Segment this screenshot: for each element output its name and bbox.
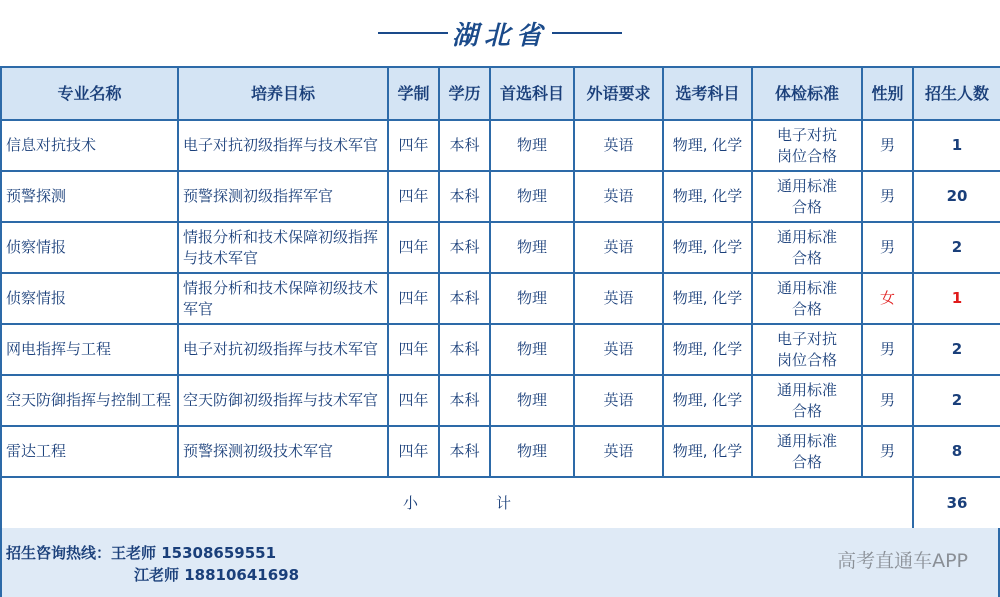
page-title: 湖北省 — [451, 20, 548, 51]
table-row — [1, 426, 1000, 477]
cell-degree: 本科 — [439, 273, 490, 324]
cell-goal: 电子对抗初级指挥与技术军官 — [178, 324, 388, 375]
cell-major: 雷达工程 — [1, 426, 178, 477]
header-years: 学制 — [388, 67, 439, 120]
cell-major: 网电指挥与工程 — [1, 324, 178, 375]
cell-health: 通用标准合格 — [752, 222, 862, 273]
cell-gender: 男 — [862, 375, 913, 426]
header-count: 招生人数 — [913, 67, 1000, 120]
cell-years: 四年 — [388, 426, 439, 477]
cell-goal: 情报分析和技术保障初级技术军官 — [178, 273, 388, 324]
header-health: 体检标准 — [752, 67, 862, 120]
cell-health: 通用标准合格 — [752, 273, 862, 324]
hotline-contact-1: 王老师 15308659551 — [111, 544, 277, 562]
title-right-rule — [552, 32, 622, 34]
cell-language: 英语 — [574, 324, 663, 375]
subtotal-label-a: 小 — [402, 493, 418, 512]
cell-gender: 男 — [862, 426, 913, 477]
cell-years: 四年 — [388, 375, 439, 426]
hotline-row-1 — [6, 542, 299, 564]
cell-language: 英语 — [574, 171, 663, 222]
cell-health: 通用标准合格 — [752, 426, 862, 477]
enrollment-table — [0, 66, 1000, 530]
cell-major: 信息对抗技术 — [1, 120, 178, 171]
table-row — [1, 120, 1000, 171]
cell-health: 电子对抗岗位合格 — [752, 120, 862, 171]
cell-degree: 本科 — [439, 426, 490, 477]
table-row — [1, 171, 1000, 222]
header-gender: 性别 — [862, 67, 913, 120]
header-first-subject: 首选科目 — [490, 67, 574, 120]
hotline-label: 招生咨询热线： — [6, 544, 112, 562]
cell-first-subject: 物理 — [490, 426, 574, 477]
cell-major: 空天防御指挥与控制工程 — [1, 375, 178, 426]
hotline-contact-2: 江老师 18810641698 — [134, 566, 300, 584]
subtotal-label — [1, 477, 913, 529]
cell-language: 英语 — [574, 120, 663, 171]
cell-elective: 物理, 化学 — [663, 324, 752, 375]
header-major: 专业名称 — [1, 67, 178, 120]
subtotal-label-b: 计 — [496, 493, 512, 512]
cell-goal: 电子对抗初级指挥与技术军官 — [178, 120, 388, 171]
cell-count: 20 — [913, 171, 1000, 222]
cell-goal: 预警探测初级技术军官 — [178, 426, 388, 477]
cell-degree: 本科 — [439, 375, 490, 426]
cell-elective: 物理, 化学 — [663, 426, 752, 477]
cell-goal: 预警探测初级指挥军官 — [178, 171, 388, 222]
table-header-row — [1, 67, 1000, 120]
cell-elective: 物理, 化学 — [663, 375, 752, 426]
cell-first-subject: 物理 — [490, 273, 574, 324]
cell-years: 四年 — [388, 273, 439, 324]
cell-language: 英语 — [574, 222, 663, 273]
cell-count: 8 — [913, 426, 1000, 477]
cell-major: 预警探测 — [1, 171, 178, 222]
cell-degree: 本科 — [439, 120, 490, 171]
cell-degree: 本科 — [439, 171, 490, 222]
header-language: 外语要求 — [574, 67, 663, 120]
cell-count: 2 — [913, 375, 1000, 426]
cell-gender: 男 — [862, 324, 913, 375]
cell-health: 电子对抗岗位合格 — [752, 324, 862, 375]
header-goal: 培养目标 — [178, 67, 388, 120]
cell-degree: 本科 — [439, 222, 490, 273]
cell-elective: 物理, 化学 — [663, 273, 752, 324]
cell-elective: 物理, 化学 — [663, 120, 752, 171]
cell-years: 四年 — [388, 222, 439, 273]
cell-language: 英语 — [574, 375, 663, 426]
cell-major: 侦察情报 — [1, 222, 178, 273]
cell-health: 通用标准合格 — [752, 171, 862, 222]
watermark: 高考直通车APP — [837, 550, 968, 572]
subtotal-value: 36 — [913, 477, 1000, 529]
cell-elective: 物理, 化学 — [663, 222, 752, 273]
cell-first-subject: 物理 — [490, 171, 574, 222]
cell-elective: 物理, 化学 — [663, 171, 752, 222]
cell-count: 1 — [913, 273, 1000, 324]
title-row — [0, 0, 1000, 66]
cell-gender: 男 — [862, 171, 913, 222]
cell-first-subject: 物理 — [490, 375, 574, 426]
table-row — [1, 375, 1000, 426]
table-row — [1, 222, 1000, 273]
cell-first-subject: 物理 — [490, 324, 574, 375]
cell-goal: 情报分析和技术保障初级指挥与技术军官 — [178, 222, 388, 273]
cell-language: 英语 — [574, 273, 663, 324]
cell-years: 四年 — [388, 171, 439, 222]
table-row — [1, 324, 1000, 375]
cell-gender: 女 — [862, 273, 913, 324]
title-left-rule — [378, 32, 448, 34]
cell-years: 四年 — [388, 324, 439, 375]
cell-count: 1 — [913, 120, 1000, 171]
cell-first-subject: 物理 — [490, 222, 574, 273]
cell-major: 侦察情报 — [1, 273, 178, 324]
cell-first-subject: 物理 — [490, 120, 574, 171]
cell-goal: 空天防御初级指挥与技术军官 — [178, 375, 388, 426]
hotline — [6, 542, 299, 586]
cell-gender: 男 — [862, 222, 913, 273]
footer — [0, 528, 1000, 597]
cell-health: 通用标准合格 — [752, 375, 862, 426]
cell-degree: 本科 — [439, 324, 490, 375]
cell-gender: 男 — [862, 120, 913, 171]
header-degree: 学历 — [439, 67, 490, 120]
header-elective: 选考科目 — [663, 67, 752, 120]
subtotal-row — [1, 477, 1000, 529]
cell-language: 英语 — [574, 426, 663, 477]
table-row — [1, 273, 1000, 324]
cell-count: 2 — [913, 324, 1000, 375]
cell-years: 四年 — [388, 120, 439, 171]
cell-count: 2 — [913, 222, 1000, 273]
